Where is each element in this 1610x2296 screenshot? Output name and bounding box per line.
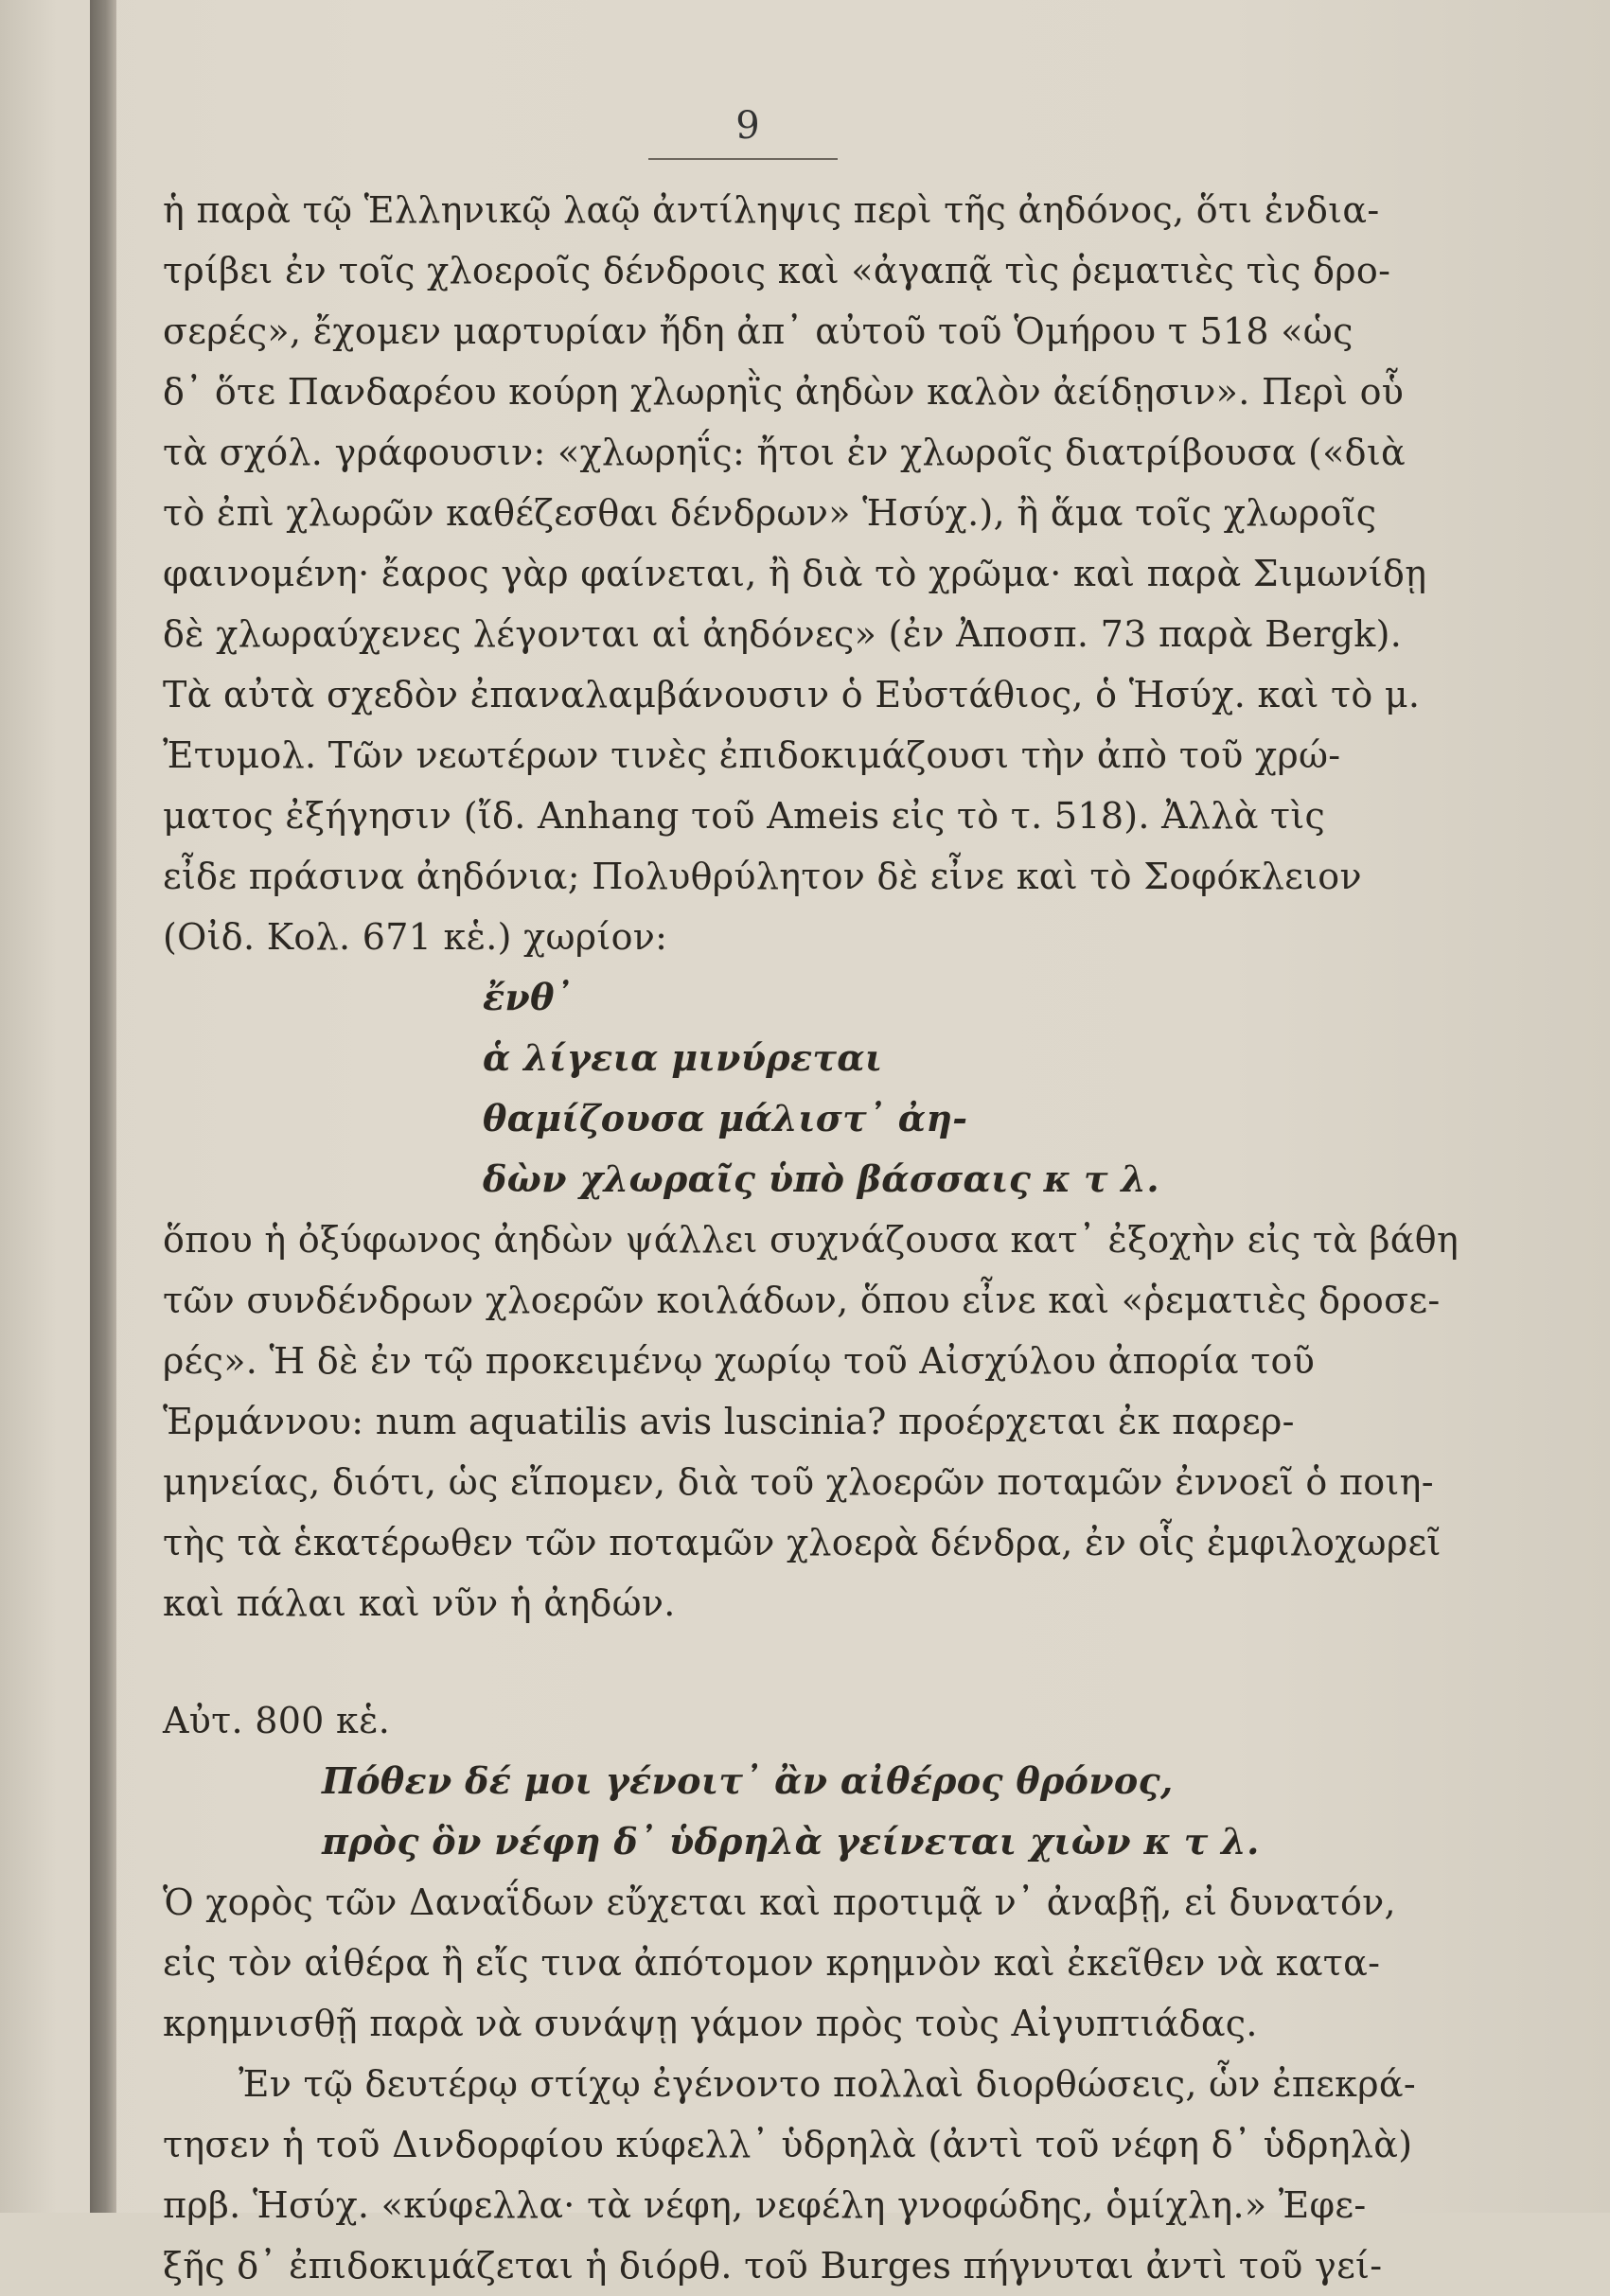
text-line: ξῆς δ᾽ ἐπιδοκιμάζεται ἡ διόρθ. τοῦ Burges πήγνυται ἀντὶ τοῦ γεί-	[163, 2245, 1383, 2287]
text-line: (Οἰδ. Κολ. 671 κἑ.) χωρίον:	[163, 916, 668, 958]
verse-line: δὼν χλωραῖς ὑπὸ βάσσαις κ τ λ.	[483, 1157, 1159, 1200]
text-line: τησεν ἡ τοῦ Δινδορφίου κύφελλ᾽ ὑδρηλὰ (ἀντὶ τοῦ νέφη δ᾽ ὑδρηλὰ)	[163, 2124, 1413, 2165]
text-line: μηνείας, διότι, ὡς εἴπομεν, διὰ τοῦ χλοερῶν ποταμῶν ἐννοεῖ ὁ ποιη-	[163, 1461, 1434, 1503]
text-line: εἶδε πράσινα ἀηδόνια; Πολυθρύλητον δὲ εἶνε καὶ τὸ Σοφόκλειον	[163, 856, 1362, 897]
text-line: φαινομένη· ἔαρος γὰρ φαίνεται, ἢ διὰ τὸ χρῶμα· καὶ παρὰ Σιμωνίδῃ	[163, 553, 1427, 594]
text-line: Τὰ αὐτὰ σχεδὸν ἐπαναλαμβάνουσιν ὁ Εὐστάθιος, ὁ Ἡσύχ. καὶ τὸ μ.	[163, 674, 1421, 715]
text-line: Ὁ χορὸς τῶν Δαναΐδων εὔχεται καὶ προτιμᾷ ν᾽ ἀναβῇ, εἰ δυνατόν,	[163, 1881, 1396, 1923]
text-line: ρές». Ἡ δὲ ἐν τῷ προκειμένῳ χωρίῳ τοῦ Αἰσχύλου ἀπορία τοῦ	[163, 1340, 1316, 1382]
text-line: εἰς τὸν αἰθέρα ἢ εἴς τινα ἀπότομον κρημνὸν καὶ ἐκεῖθεν νὰ κατα-	[163, 1942, 1381, 1984]
section-gap	[163, 1634, 1318, 1690]
text-line: ματος ἐξήγησιν (ἴδ. Anhang τοῦ Ameis εἰς τὸ τ. 518). Ἀλλὰ τὶς	[163, 795, 1326, 837]
text-line: δὲ χλωραύχενες λέγονται αἱ ἀηδόνες» (ἐν Ἀποσπ. 73 παρὰ Bergk).	[163, 613, 1403, 655]
text-line: τῶν συνδένδρων χλοερῶν κοιλάδων, ὅπου εἶνε καὶ «ῥεματιὲς δροσε-	[163, 1280, 1441, 1321]
book-binding-shadow	[90, 0, 116, 2213]
text-line: τὴς τὰ ἑκατέρωθεν τῶν ποταμῶν χλοερὰ δένδρα, ἐν οἷς ἐμφιλοχωρεῖ	[163, 1522, 1442, 1563]
verse-line: Πόθεν δέ μοι γένοιτ᾽ ἂν αἰθέρος θρόνος,	[322, 1759, 1174, 1802]
text-line: σερές», ἔχομεν μαρτυρίαν ἤδη ἀπ᾽ αὐτοῦ τοῦ Ὁμήρου τ 518 «ὡς	[163, 310, 1353, 352]
section-heading: Αὐτ. 800 κἑ.	[163, 1700, 391, 1741]
text-line: Ἑρμάννου: num aquatilis avis luscinia? προέρχεται ἐκ παρερ-	[163, 1401, 1295, 1442]
text-line: τὰ σχόλ. γράφουσιν: «χλωρηΐς: ἤτοι ἐν χλωροῖς διατρίβουσα («διὰ	[163, 432, 1407, 473]
text-line: Ἐτυμολ. Τῶν νεωτέρων τινὲς ἐπιδοκιμάζουσι τὴν ἀπὸ τοῦ χρώ-	[163, 734, 1341, 776]
text-line: τὸ ἐπὶ χλωρῶν καθέζεσθαι δένδρων» Ἡσύχ.), ἢ ἅμα τοῖς χλωροῖς	[163, 492, 1377, 534]
text-line: δ᾽ ὅτε Πανδαρέου κούρη χλωρηῒς ἀηδὼν καλὸν ἀείδῃσιν». Περὶ οὗ	[163, 371, 1405, 413]
text-line: καὶ πάλαι καὶ νῦν ἡ ἀηδών.	[163, 1582, 676, 1624]
text-line: ἡ παρὰ τῷ Ἑλληνικῷ λαῷ ἀντίληψις περὶ τῆς ἀηδόνος, ὅτι ἐνδια-	[163, 189, 1380, 231]
verse-line: ἁ λίγεια μινύρεται	[483, 1036, 883, 1079]
page-number: 9	[735, 104, 760, 148]
verse-line: πρὸς ὃν νέφη δ᾽ ὑδρηλὰ γείνεται χιὼν κ τ λ.	[322, 1820, 1260, 1863]
text-line: τρίβει ἐν τοῖς χλοεροῖς δένδροις καὶ «ἀγαπᾷ τὶς ῥεματιὲς τὶς δρο-	[163, 250, 1391, 291]
text-line: ὅπου ἡ ὀξύφωνος ἀηδὼν ψάλλει συχνάζουσα κατ᾽ ἐξοχὴν εἰς τὰ βάθη	[163, 1219, 1460, 1261]
verse-line: ἔνθ᾽	[483, 976, 574, 1018]
text-line: Ἐν τῷ δευτέρῳ στίχῳ ἐγένοντο πολλαὶ διορθώσεις, ὧν ἐπεκρά-	[239, 2063, 1416, 2105]
text-line: πρβ. Ἡσύχ. «κύφελλα· τὰ νέφη, νεφέλη γνοφώδης, ὁμίχλη.» Ἐφε-	[163, 2184, 1367, 2226]
verse-line: θαμίζουσα μάλιστ᾽ ἀη-	[483, 1097, 968, 1139]
body-text	[163, 180, 1460, 2296]
page-number-rule	[648, 158, 838, 160]
text-line: κρημνισθῇ παρὰ νὰ συνάψῃ γάμον πρὸς τοὺς Αἰγυπτιάδας.	[163, 2003, 1258, 2044]
